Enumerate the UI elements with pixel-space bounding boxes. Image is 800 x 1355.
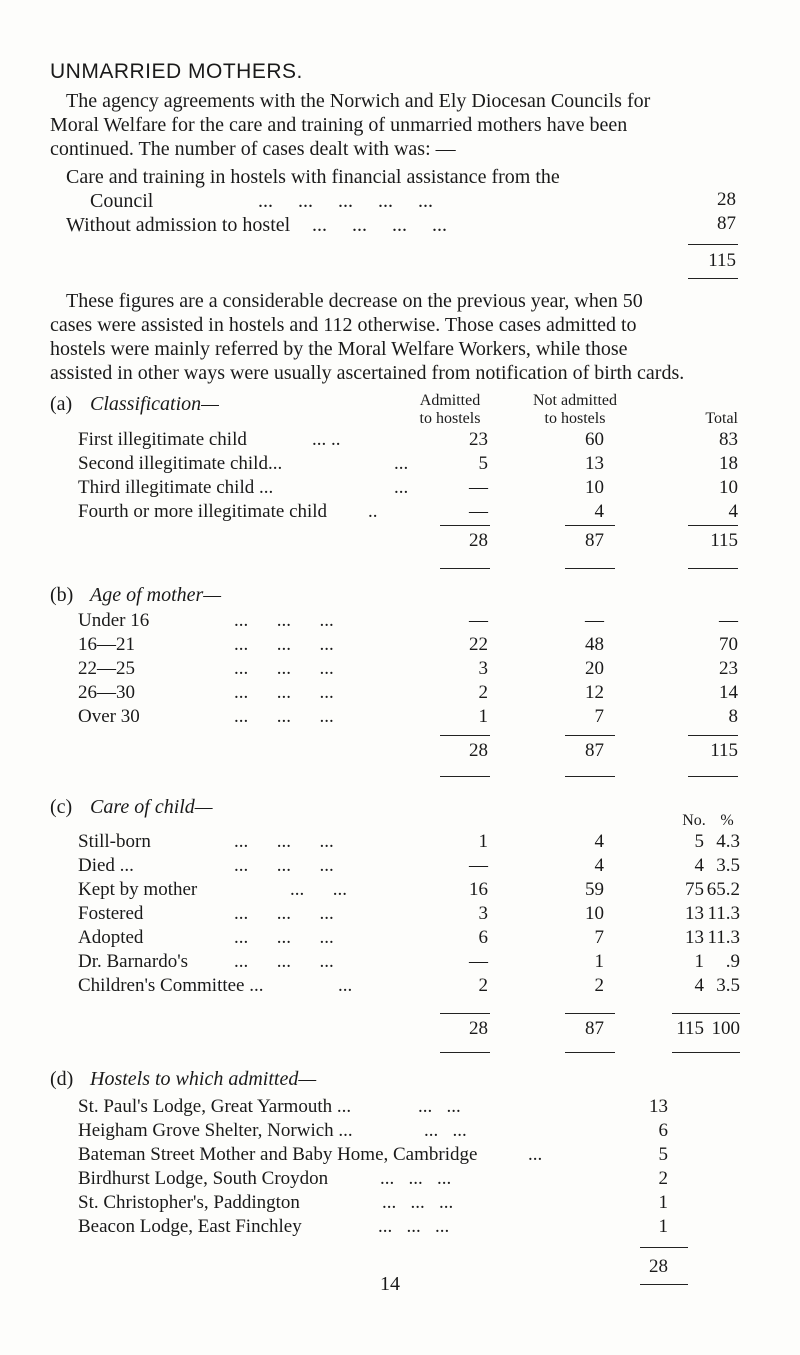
leader-dots: ... ... ... xyxy=(380,1168,452,1189)
section-b-total-admitted: 28 xyxy=(469,740,488,761)
cell-pct: 11.3 xyxy=(707,927,740,948)
intro-line-1: The agency agreements with the Norwich and Ely Diocesan Councils for xyxy=(66,90,651,112)
cell-admitted: 1 xyxy=(478,831,488,852)
page-number: 14 xyxy=(380,1273,400,1295)
cell-not-admitted: 1 xyxy=(594,951,604,972)
leader-dots: ... ... xyxy=(290,879,347,900)
cell-admitted: 3 xyxy=(478,903,488,924)
rule xyxy=(672,1052,740,1053)
leader-dots: ... ... ... ... ... xyxy=(258,190,433,212)
cell-not-admitted: 59 xyxy=(585,879,604,900)
rule xyxy=(440,525,490,526)
cell-admitted: 6 xyxy=(478,927,488,948)
leader-dots: .. xyxy=(368,501,378,522)
section-c-total-pct: 100 xyxy=(711,1018,740,1039)
row-label: Fourth or more illegitimate child xyxy=(78,501,328,522)
rule xyxy=(440,776,490,777)
cell-pct: 4.3 xyxy=(716,831,740,852)
care-line-2: Council xyxy=(90,190,154,212)
section-c-total-not-admitted: 87 xyxy=(585,1018,604,1039)
cell-total: 4 xyxy=(728,501,738,522)
col-no-header: No. xyxy=(682,812,706,829)
cell-admitted: — xyxy=(469,855,488,876)
leader-dots: ... ... xyxy=(424,1120,467,1141)
care-line-1: Care and training in hostels with financial assistance from the xyxy=(66,166,560,188)
section-a-total-not-admitted: 87 xyxy=(585,530,604,551)
leader-dots: ... ... ... xyxy=(234,706,334,727)
rule xyxy=(688,735,738,736)
leader-dots: ... ... ... xyxy=(234,855,334,876)
hostel-count: 1 xyxy=(658,1216,668,1237)
section-d-total: 28 xyxy=(649,1256,668,1277)
leader-dots: ... ... ... ... xyxy=(312,214,447,236)
without-value: 87 xyxy=(717,213,736,234)
cell-not-admitted: 12 xyxy=(585,682,604,703)
hostel-count: 13 xyxy=(649,1096,668,1117)
cell-not-admitted: 13 xyxy=(585,453,604,474)
leader-dots: ... ... xyxy=(418,1096,461,1117)
para2-line-1: These figures are a considerable decrease on the previous year, when 50 xyxy=(66,290,643,312)
cell-no: 4 xyxy=(694,975,704,996)
rule xyxy=(565,525,615,526)
leader-dots: ... ... ... xyxy=(234,903,334,924)
col-not-admitted-header: Not admitted to hostels xyxy=(533,392,617,427)
cell-not-admitted: 4 xyxy=(594,855,604,876)
leader-dots: ... ... ... xyxy=(234,634,334,655)
section-c-marker: (c) xyxy=(50,796,73,818)
row-label: First illegitimate child xyxy=(78,429,247,450)
hostel-count: 5 xyxy=(658,1144,668,1165)
row-label: 16—21 xyxy=(78,634,135,655)
rule xyxy=(688,568,738,569)
para2-line-3: hostels were mainly referred by the Moral Welfare Workers, while those xyxy=(50,338,628,360)
rule xyxy=(688,244,738,245)
rule xyxy=(440,568,490,569)
cell-admitted: 1 xyxy=(478,706,488,727)
leader-dots: ... ... ... xyxy=(234,658,334,679)
cell-no: 13 xyxy=(685,903,704,924)
cell-admitted: — xyxy=(469,501,488,522)
cell-admitted: 22 xyxy=(469,634,488,655)
rule xyxy=(640,1247,688,1248)
rule xyxy=(672,1013,740,1014)
without-label: Without admission to hostel xyxy=(66,214,291,236)
section-a-marker: (a) xyxy=(50,393,73,415)
cell-total: 70 xyxy=(719,634,738,655)
row-label: 26—30 xyxy=(78,682,135,703)
hostel-count: 6 xyxy=(658,1120,668,1141)
cell-total: 83 xyxy=(719,429,738,450)
cell-total: 18 xyxy=(719,453,738,474)
rule xyxy=(565,1052,615,1053)
cell-total: 10 xyxy=(719,477,738,498)
section-b-marker: (b) xyxy=(50,584,74,606)
rule xyxy=(565,776,615,777)
cell-not-admitted: 20 xyxy=(585,658,604,679)
hostel-count: 2 xyxy=(658,1168,668,1189)
rule xyxy=(688,525,738,526)
leader-dots: ... ... ... xyxy=(234,831,334,852)
section-b-total-not-admitted: 87 xyxy=(585,740,604,761)
cases-total: 115 xyxy=(708,250,736,271)
cell-total: 14 xyxy=(719,682,738,703)
cell-not-admitted: — xyxy=(585,610,604,631)
cell-no: 4 xyxy=(694,855,704,876)
leader-dots: ... ... ... xyxy=(382,1192,454,1213)
cell-admitted: 2 xyxy=(478,975,488,996)
cell-pct: 11.3 xyxy=(707,903,740,924)
cell-not-admitted: 10 xyxy=(585,903,604,924)
rule xyxy=(565,1013,615,1014)
leader-dots: ... ... ... xyxy=(234,951,334,972)
rule xyxy=(640,1284,688,1285)
cell-no: 1 xyxy=(694,951,704,972)
cell-no: 13 xyxy=(685,927,704,948)
cell-admitted: — xyxy=(469,951,488,972)
rule xyxy=(440,1013,490,1014)
cell-admitted: 3 xyxy=(478,658,488,679)
cell-pct: 65.2 xyxy=(706,879,740,900)
cell-admitted: — xyxy=(469,477,488,498)
cell-admitted: 16 xyxy=(469,879,488,900)
row-label: Dr. Barnardo's xyxy=(78,951,189,972)
rule xyxy=(440,735,490,736)
intro-line-2: Moral Welfare for the care and training of unmarried mothers have been xyxy=(50,114,628,136)
leader-dots: ... ... ... xyxy=(234,927,334,948)
rule xyxy=(688,278,738,279)
cell-total: 23 xyxy=(719,658,738,679)
leader-dots: ... xyxy=(394,477,409,498)
cell-pct: 3.5 xyxy=(716,855,740,876)
hostel-count: 1 xyxy=(658,1192,668,1213)
leader-dots: ... ... ... xyxy=(378,1216,450,1237)
row-label: Under 16 xyxy=(78,610,150,631)
row-label: Kept by mother xyxy=(78,879,198,900)
cell-no: 5 xyxy=(694,831,704,852)
hostel-name: St. Christopher's, Paddington xyxy=(78,1192,300,1213)
cell-not-admitted: 10 xyxy=(585,477,604,498)
row-label: Third illegitimate child ... xyxy=(78,477,274,498)
cell-not-admitted: 60 xyxy=(585,429,604,450)
cell-not-admitted: 48 xyxy=(585,634,604,655)
row-label: Second illegitimate child... xyxy=(78,453,283,474)
cell-not-admitted: 7 xyxy=(594,706,604,727)
section-a-total-admitted: 28 xyxy=(469,530,488,551)
row-label: 22—25 xyxy=(78,658,135,679)
row-label: Children's Committee ... xyxy=(78,975,264,996)
col-pct-header: % xyxy=(720,812,734,829)
para2-line-4: assisted in other ways were usually ascertained from notification of birth cards. xyxy=(50,362,685,384)
rule xyxy=(565,568,615,569)
leader-dots: ... .. xyxy=(312,429,341,450)
section-a-title: Classification— xyxy=(90,393,219,415)
row-label: Over 30 xyxy=(78,706,140,727)
section-c-total-no: 115 xyxy=(676,1018,704,1039)
section-c-title: Care of child— xyxy=(90,796,213,818)
care-value: 28 xyxy=(717,189,736,210)
rule xyxy=(440,1052,490,1053)
leader-dots: ... xyxy=(528,1144,543,1165)
leader-dots: ... ... ... xyxy=(234,682,334,703)
hostel-name: Bateman Street Mother and Baby Home, Cambridge xyxy=(78,1144,478,1165)
cell-not-admitted: 4 xyxy=(594,501,604,522)
rule xyxy=(565,735,615,736)
leader-dots: ... xyxy=(394,453,409,474)
hostel-name: Heigham Grove Shelter, Norwich ... xyxy=(78,1120,353,1141)
intro-line-3: continued. The number of cases dealt with was: — xyxy=(50,138,456,160)
cell-total: — xyxy=(719,610,738,631)
page-title: UNMARRIED MOTHERS. xyxy=(50,60,303,83)
rule xyxy=(688,776,738,777)
col-total-header: Total xyxy=(705,410,738,427)
section-a-total: 115 xyxy=(710,530,738,551)
row-label: Died ... xyxy=(78,855,134,876)
leader-dots: ... xyxy=(338,975,353,996)
hostel-name: Birdhurst Lodge, South Croydon xyxy=(78,1168,329,1189)
cell-not-admitted: 7 xyxy=(594,927,604,948)
row-label: Fostered xyxy=(78,903,144,924)
hostel-name: St. Paul's Lodge, Great Yarmouth ... xyxy=(78,1096,352,1117)
section-c-total-admitted: 28 xyxy=(469,1018,488,1039)
cell-no: 75 xyxy=(685,879,704,900)
row-label: Still-born xyxy=(78,831,151,852)
section-b-total: 115 xyxy=(710,740,738,761)
hostel-name: Beacon Lodge, East Finchley xyxy=(78,1216,302,1237)
cell-total: 8 xyxy=(728,706,738,727)
cell-admitted: 23 xyxy=(469,429,488,450)
cell-admitted: 2 xyxy=(478,682,488,703)
row-label: Adopted xyxy=(78,927,144,948)
cell-not-admitted: 4 xyxy=(594,831,604,852)
cell-pct: .9 xyxy=(725,951,740,972)
section-b-title: Age of mother— xyxy=(90,584,222,606)
cell-admitted: 5 xyxy=(478,453,488,474)
cell-admitted: — xyxy=(469,610,488,631)
section-d-title: Hostels to which admitted— xyxy=(90,1068,317,1090)
col-admitted-header: Admitted to hostels xyxy=(419,392,481,427)
para2-line-2: cases were assisted in hostels and 112 otherwise. Those cases admitted to xyxy=(50,314,637,336)
cell-pct: 3.5 xyxy=(716,975,740,996)
cell-not-admitted: 2 xyxy=(594,975,604,996)
leader-dots: ... ... ... xyxy=(234,610,334,631)
section-d-marker: (d) xyxy=(50,1068,74,1090)
